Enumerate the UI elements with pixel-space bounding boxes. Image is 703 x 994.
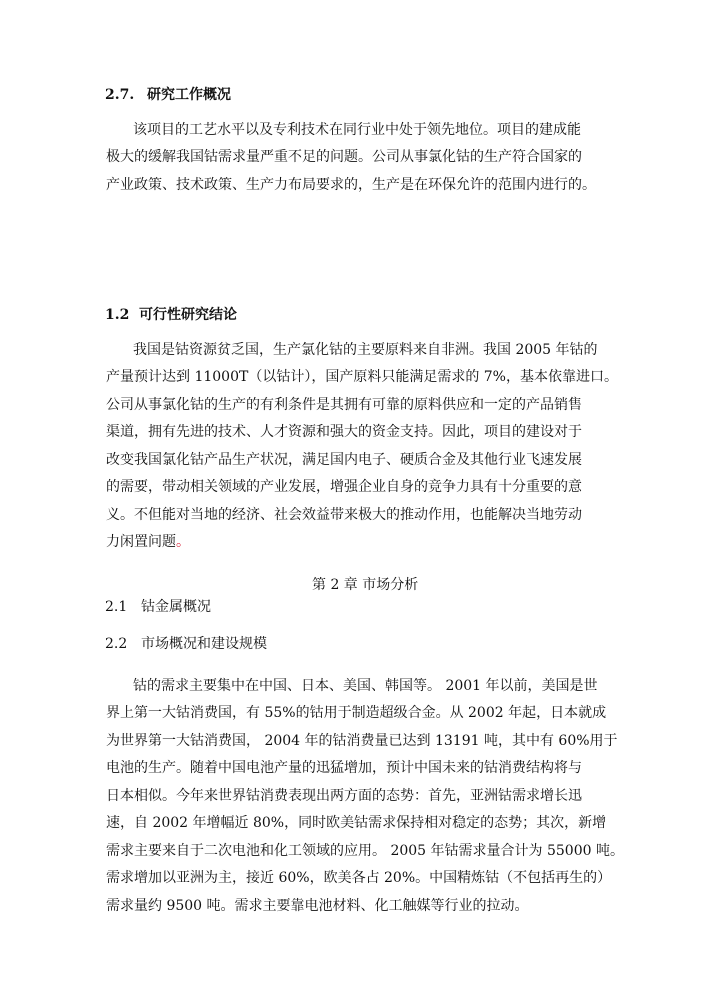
- paragraph-line: 极大的缓解我国钴需求量严重不足的问题。公司从事氯化钴的生产符合国家的: [106, 149, 582, 165]
- paragraph-line: 渠道，拥有先进的技术、人才资源和强大的资金支持。因此，项目的建设对于: [106, 424, 582, 440]
- paragraph-line: 该项目的工艺水平以及专利技术在同行业中处于领先地位。项目的建成能: [133, 122, 581, 138]
- paragraph-line: 公司从事氯化钴的生产的有利条件是其拥有可靠的原料供应和一定的产品销售: [106, 397, 582, 413]
- section-heading-1-2: [105, 306, 237, 324]
- section-number: 1.2: [105, 307, 130, 323]
- section-number: 2.7.: [105, 87, 135, 103]
- paragraph-text: 力闲置问题: [106, 534, 176, 550]
- paragraph-line: 需求增加以亚洲为主，接近 60%，欧美各占 20%。中国精炼钴（不包括再生的）: [106, 870, 612, 886]
- paragraph-line: 钴的需求主要集中在中国、日本、美国、韩国等。 2001 年以前，美国是世: [133, 678, 598, 694]
- section-title: 钴金属概况: [141, 599, 211, 615]
- paragraph-line: [106, 533, 190, 551]
- section-number: 2.2: [105, 636, 128, 652]
- paragraph-line: 需求量约 9500 吨。需求主要靠电池材料、化工触媒等行业的拉动。: [106, 898, 529, 914]
- paragraph-line: 的需要，带动相关领域的产业发展，增强企业自身的竞争力具有十分重要的意: [106, 479, 582, 495]
- section-heading-2-1: [105, 598, 211, 616]
- paragraph-line: 产业政策、技术政策、生产力布局要求的，生产是在环保允许的范围内进行的。: [106, 177, 596, 193]
- chapter-title: 第 2 章 市场分析: [312, 577, 419, 593]
- red-period-mark: 。: [176, 534, 190, 550]
- section-number: 2.1: [105, 599, 128, 615]
- paragraph-line: 界上第一大钴消费国，有 55%的钴用于制造超级合金。从 2002 年起，日本就成: [106, 705, 607, 721]
- paragraph-line: 为世界第一大钴消费国， 2004 年的钴消费量已达到 13191 吨，其中有 60%用于: [106, 733, 618, 749]
- section-heading-2-7: [105, 86, 231, 104]
- paragraph-line: 我国是钴资源贫乏国，生产氯化钴的主要原料来自非洲。我国 2005 年钴的: [133, 342, 598, 358]
- section-title: 市场概况和建设规模: [141, 636, 267, 652]
- paragraph-line: 改变我国氯化钴产品生产状况，满足国内电子、硬质合金及其他行业飞速发展: [106, 452, 582, 468]
- paragraph-line: 电池的生产。随着中国电池产量的迅猛增加，预计中国未来的钴消费结构将与: [106, 760, 582, 776]
- section-title: 可行性研究结论: [139, 307, 237, 323]
- paragraph-line: 日本相似。今年来世界钴消费表现出两方面的态势：首先，亚洲钴需求增长迅: [106, 788, 582, 804]
- paragraph-line: 需求主要来自于二次电池和化工领域的应用。 2005 年钴需求量合计为 55000 吨。: [106, 843, 624, 859]
- section-heading-2-2: [105, 635, 267, 653]
- paragraph-line: 速，自 2002 年增幅近 80%，同时欧美钴需求保持相对稳定的态势；其次，新增: [106, 815, 607, 831]
- paragraph-line: 产量预计达到 11000T（以钴计），国产原料只能满足需求的 7%，基本依靠进口。: [106, 369, 618, 385]
- paragraph-line: 义。不但能对当地的经济、社会效益带来极大的推动作用，也能解决当地劳动: [106, 507, 582, 523]
- section-title: 研究工作概况: [147, 87, 231, 103]
